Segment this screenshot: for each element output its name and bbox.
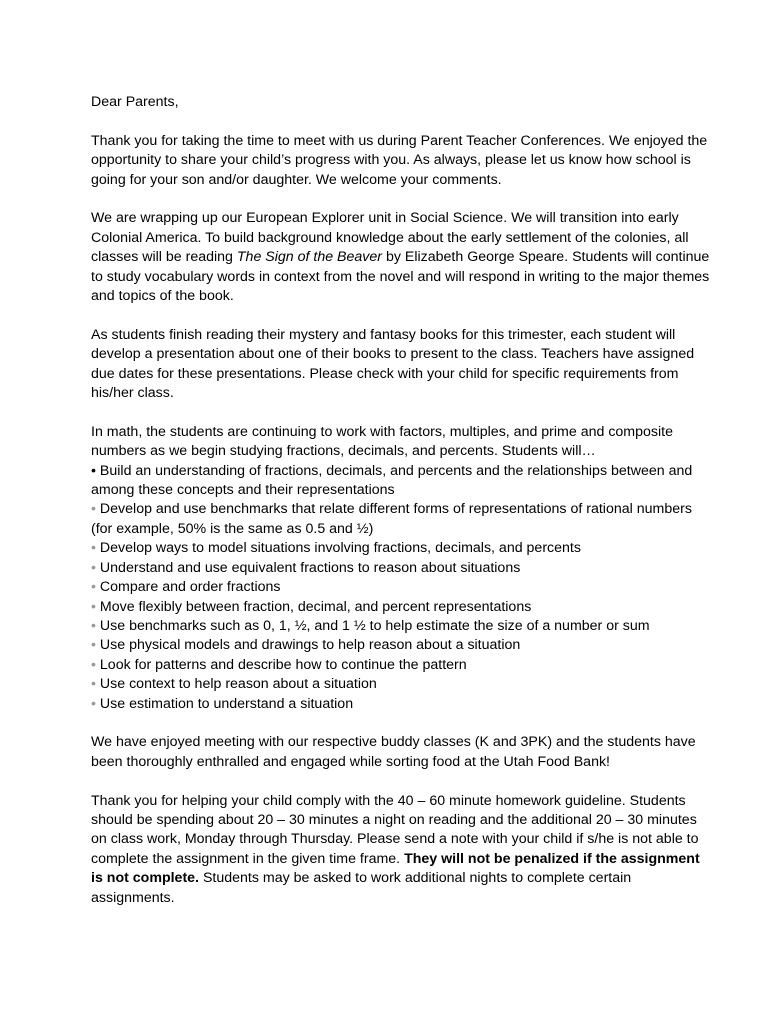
bullet-icon: • <box>91 579 96 596</box>
letter-body <box>91 93 711 908</box>
bullet-icon: • <box>91 501 96 518</box>
list-item <box>91 559 711 578</box>
list-item <box>91 539 711 558</box>
list-item <box>91 462 711 501</box>
list-item-text: Develop ways to model situations involving fractions, decimals, and percents <box>99 540 581 557</box>
bullet-icon: • <box>91 656 96 673</box>
bullet-icon: • <box>91 559 96 576</box>
paragraph-spacer <box>91 403 711 422</box>
list-item-text: Understand and use equivalent fractions to reason about situations <box>99 559 521 576</box>
paragraph-homework-text-1: Thank you for helping your child comply with the 40 – 60 minute homework guideline. Students should be spending about 20 – 30 minutes a night on reading and the additional 20 – 30 minutes on class work, Monday through Thursday. Please send a note with your child if s/he is not able to complete the assignment in the given time frame. <box>91 792 699 867</box>
bullet-icon: • <box>91 540 96 557</box>
list-item-text: Compare and order fractions <box>99 579 281 596</box>
paragraph-social-science <box>91 209 711 306</box>
list-item-text: Use context to help reason about a situation <box>99 676 377 693</box>
paragraph-homework <box>91 792 711 908</box>
paragraph-spacer <box>91 190 711 209</box>
paragraph-spacer <box>91 714 711 733</box>
paragraph-spacer <box>91 772 711 791</box>
bullet-icon: • <box>91 695 96 712</box>
paragraph-spacer <box>91 112 711 131</box>
paragraph-conferences: Thank you for taking the time to meet with us during Parent Teacher Conferences. We enjoyed the opportunity to share your child’s progress with you. As always, please let us know how school is going for your son and/or daughter. We welcome your comments. <box>91 132 708 188</box>
list-item-text: Use physical models and drawings to help reason about a situation <box>99 637 521 654</box>
math-goals-list <box>91 462 711 714</box>
list-item <box>91 598 711 617</box>
list-item <box>91 695 711 714</box>
paragraph-presentations: As students finish reading their mystery and fantasy books for this trimester, each student will develop a presentation about one of their books to present to the class. Teachers have assigned due dates for these presentations. Please check with your child for specific requirements from his/her class. <box>91 326 695 402</box>
list-item-text: Use benchmarks such as 0, 1, ½, and 1 ½ to help estimate the size of a number or sum <box>99 617 650 634</box>
bullet-icon: • <box>91 598 96 615</box>
bullet-icon: • <box>91 637 96 654</box>
list-item <box>91 675 711 694</box>
paragraph-homework-text-2: Students may be asked to work additional nights to complete certain assignments. <box>91 870 632 906</box>
paragraph-spacer <box>91 306 711 325</box>
list-item <box>91 578 711 597</box>
list-item <box>91 636 711 655</box>
list-item <box>91 656 711 675</box>
paragraph-buddy-classes: We have enjoyed meeting with our respective buddy classes (K and 3PK) and the students have been thoroughly enthralled and engaged while sorting food at the Utah Food Bank! <box>91 734 696 770</box>
paragraph-social-science-text-1: We are wrapping up our European Explorer unit in Social Science. We will transition into early Colonial America. To build background knowledge about the early settlement of the colonies, all classes will be reading <box>91 210 689 266</box>
bullet-icon: • <box>91 676 96 693</box>
list-item-text: Develop and use benchmarks that relate different forms of representations of rational numbers (for example, 50% is the same as 0.5 and ½) <box>91 501 692 537</box>
list-item-text: Use estimation to understand a situation <box>99 695 354 712</box>
homework-notice-bold: They will not be penalized if the assignment is not complete. <box>91 850 700 887</box>
list-item-text: Look for patterns and describe how to continue the pattern <box>99 656 467 673</box>
list-item <box>91 617 711 636</box>
book-title: The Sign of the Beaver <box>236 249 383 266</box>
salutation: Dear Parents, <box>91 94 179 110</box>
paragraph-social-science-text-2: by Elizabeth George Speare. Students will continue to study vocabulary words in context from the novel and will respond in writing to the major themes and topics of the book. <box>91 249 710 305</box>
list-item-text: Move flexibly between fraction, decimal, and percent representations <box>99 598 532 615</box>
paragraph-math: In math, the students are continuing to work with factors, multiples, and prime and composite numbers as we begin studying fractions, decimals, and percents. Students will… <box>91 423 673 460</box>
bullet-icon: • <box>91 462 96 479</box>
bullet-icon: • <box>91 617 96 634</box>
list-item-text: Build an understanding of fractions, decimals, and percents and the relationships between and among these concepts and their representations <box>91 462 693 499</box>
list-item <box>91 500 711 539</box>
